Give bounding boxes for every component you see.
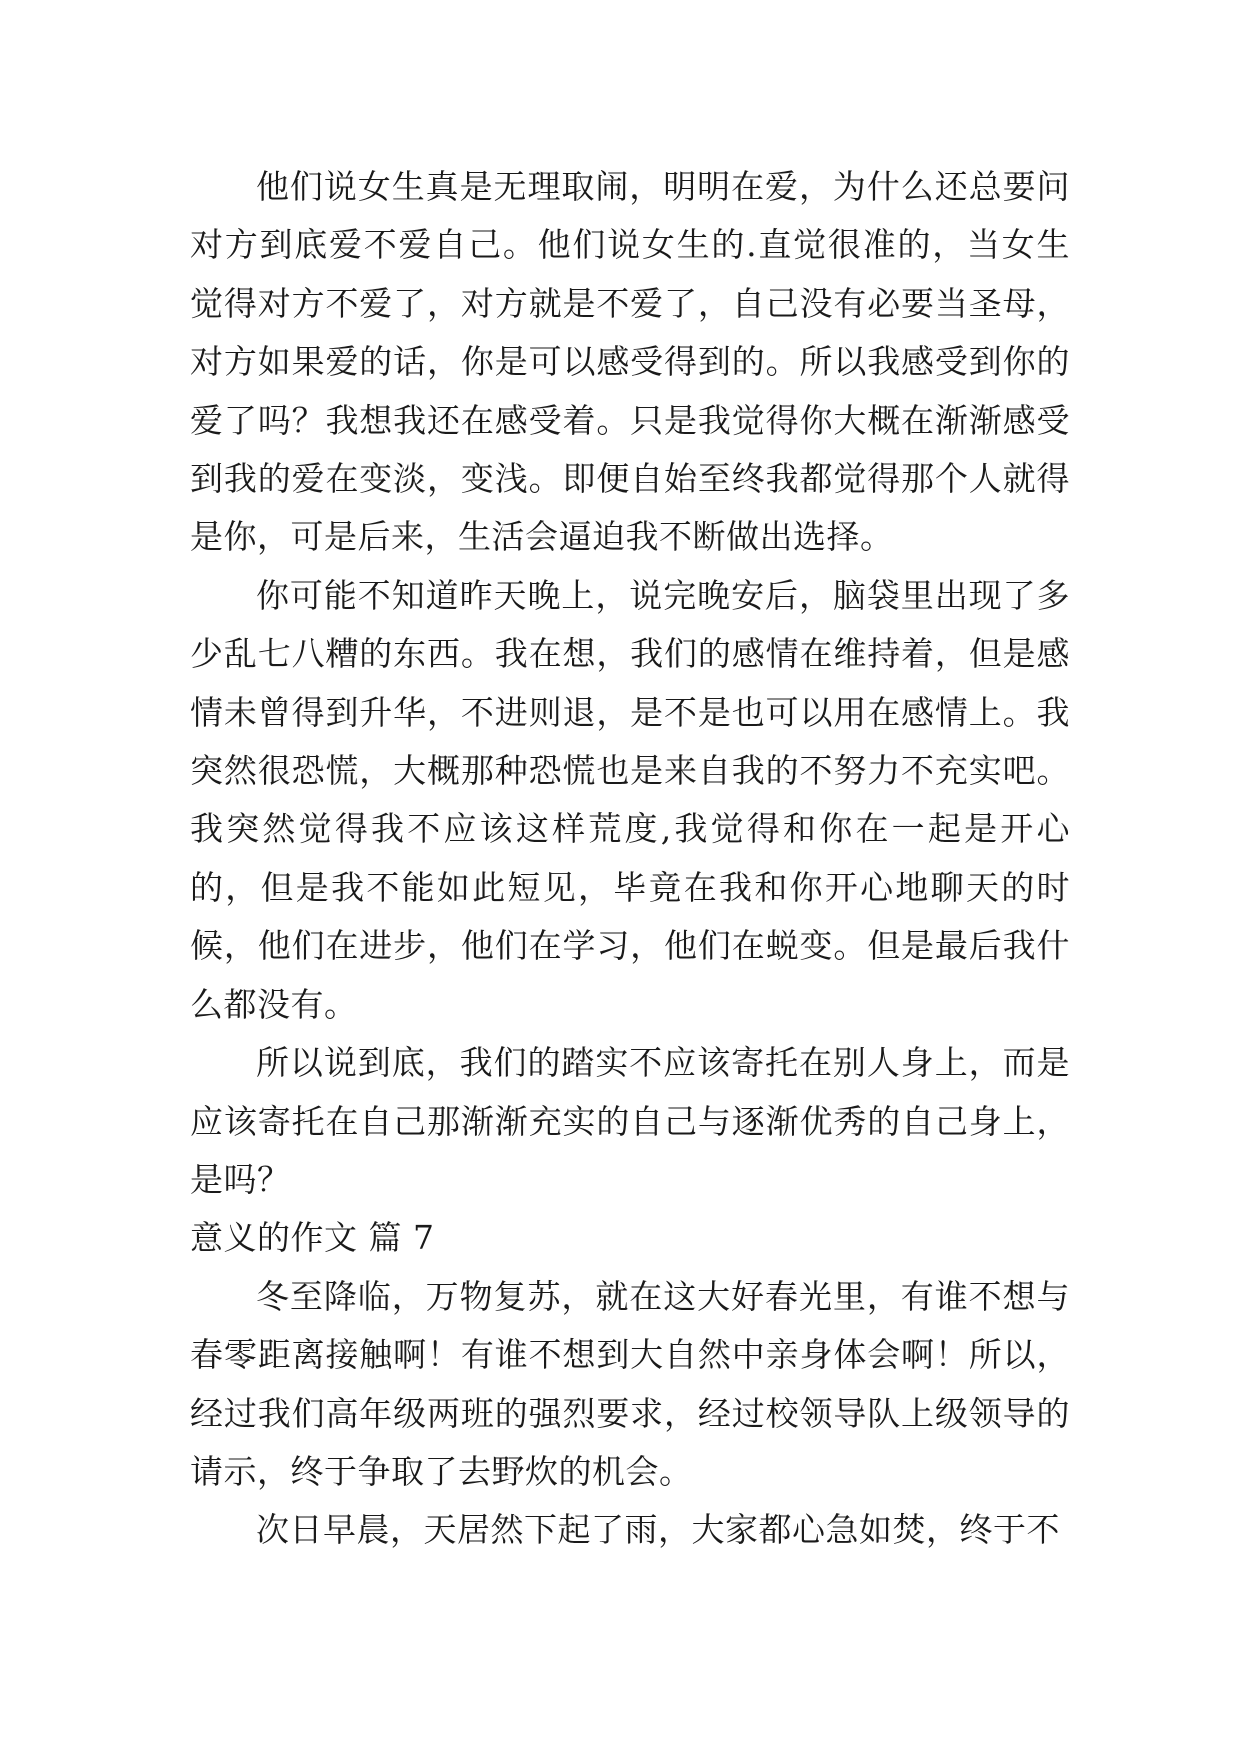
paragraph-3: 所以说到底，我们的踏实不应该寄托在别人身上，而是应该寄托在自己那渐渐充实的自己与逐渐优秀的自己身上，是吗？ — [190, 1043, 1070, 1199]
section-heading: 意义的作文 篇 7 — [190, 1218, 435, 1258]
paragraph-5: 次日早晨，天居然下起了雨，大家都心急如焚，终于不 — [256, 1510, 1060, 1550]
paragraph-1: 他们说女生真是无理取闹，明明在爱，为什么还总要问对方到底爱不爱自己。他们说女生的.直觉很准的，当女生觉得对方不爱了，对方就是不爱了，自己没有必要当圣母，对方如果爱的话，你是可以感受得到的。所以我感受到你的爱了吗？我想我还在感受着。只是我觉得你大概在渐渐感受到我的爱在变淡，变浅。即便自始至终我都觉得那个人就得是你，可是后来，生活会逼迫我不断做出选择。 — [190, 167, 1070, 557]
document-body — [190, 158, 1070, 1560]
paragraph-4: 冬至降临，万物复苏，就在这大好春光里，有谁不想与春零距离接触啊！有谁不想到大自然中亲身体会啊！所以，经过我们高年级两班的强烈要求，经过校领导队上级领导的请示，终于争取了去野炊的机会。 — [190, 1276, 1070, 1491]
paragraph-2: 你可能不知道昨天晚上，说完晚安后，脑袋里出现了多少乱七八糟的东西。我在想，我们的感情在维持着，但是感情未曾得到升华，不进则退，是不是也可以用在感情上。我突然很恐慌，大概那种恐慌也是来自我的不努力不充实吧。我突然觉得我不应该这样荒度,我觉得和你在一起是开心的，但是我不能如此短见，毕竟在我和你开心地聊天的时候，他们在进步，他们在学习，他们在蜕变。但是最后我什么都没有。 — [190, 575, 1070, 1024]
